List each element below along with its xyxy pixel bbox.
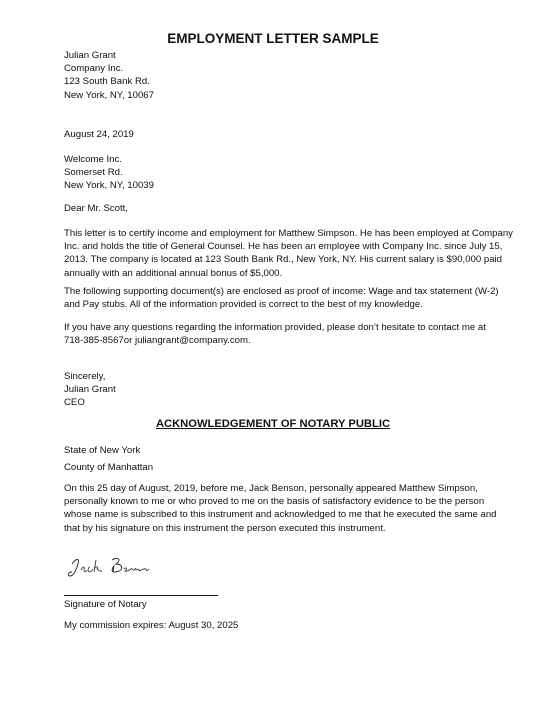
signature-label-text: Signature of Notary <box>64 599 147 610</box>
notary-state <box>64 444 494 457</box>
statement-line: personally known to me or who proved to me on the basis of satisfactory evidence to be the person <box>64 496 485 508</box>
sender-name: Julian Grant <box>64 50 116 61</box>
closing-block <box>64 370 494 410</box>
body-paragraph-2 <box>64 285 499 311</box>
commission-text: My commission expires: August 30, 2025 <box>64 620 239 631</box>
signature-label <box>64 598 494 611</box>
statement-line: whose name is subscribed to this instrument and acknowledged to me that he executed the same and <box>64 509 497 521</box>
closing-role: CEO <box>64 397 85 409</box>
body-line: If you have any questions regarding the information provided, please don’t hesitate to contact me at <box>64 322 486 333</box>
closing-name: Julian Grant <box>64 384 116 396</box>
sender-address <box>64 49 494 102</box>
body-line: 2013. The company is located at 123 South Bank Rd., New York, NY. His current salary is $90,000 paid <box>64 254 503 266</box>
notary-statement <box>64 482 497 535</box>
recipient-company: Welcome Inc. <box>64 154 122 165</box>
statement-line: On this 25 day of August, 2019, before me, Jack Benson, personally appeared Matthew Simpson, <box>64 483 478 494</box>
statement-line: that by his signature on this instrument the person executed this instrument. <box>64 522 386 534</box>
county-text: County of Manhattan <box>64 462 154 473</box>
closing-sincerely: Sincerely, <box>64 371 106 382</box>
recipient-city: New York, NY, 10039 <box>64 180 154 192</box>
body-line: and Pay stubs. All of the information provided is correct to the best of my knowledge. <box>64 299 423 311</box>
body-paragraph-3 <box>64 321 494 347</box>
contact-line: 718-385-8567or juliangrant@company.com. <box>64 335 251 347</box>
salutation-text: Dear Mr. Scott, <box>64 203 128 214</box>
commission-expiry <box>64 619 494 632</box>
notary-title: ACKNOWLEDGEMENT OF NOTARY PUBLIC <box>155 418 391 430</box>
recipient-address <box>64 153 494 193</box>
sender-street: 123 South Bank Rd. <box>64 76 150 88</box>
date-text: August 24, 2019 <box>64 129 134 140</box>
page-title: EMPLOYMENT LETTER SAMPLE <box>167 31 379 46</box>
body-line: The following supporting document(s) are enclosed as proof of income: Wage and tax statement (W-2) <box>64 286 499 297</box>
state-text: State of New York <box>64 445 141 456</box>
salutation <box>64 202 494 215</box>
sender-city: New York, NY, 10067 <box>64 89 154 101</box>
signature-line <box>64 595 218 596</box>
letter-date <box>64 128 494 141</box>
notary-signature-image <box>66 552 156 580</box>
body-line: Inc. and holds the title of General Counsel. He has been an employee with Company Inc. since July 15, <box>64 241 503 253</box>
recipient-street: Somerset Rd. <box>64 167 123 179</box>
sender-company: Company Inc. <box>64 63 124 75</box>
notary-county <box>64 461 494 474</box>
body-line: This letter is to certify income and employment for Matthew Simpson. He has been employed at Company <box>64 228 513 239</box>
body-paragraph-1 <box>64 227 513 280</box>
body-line: annually with an additional annual bonus of $5,000. <box>64 267 283 279</box>
